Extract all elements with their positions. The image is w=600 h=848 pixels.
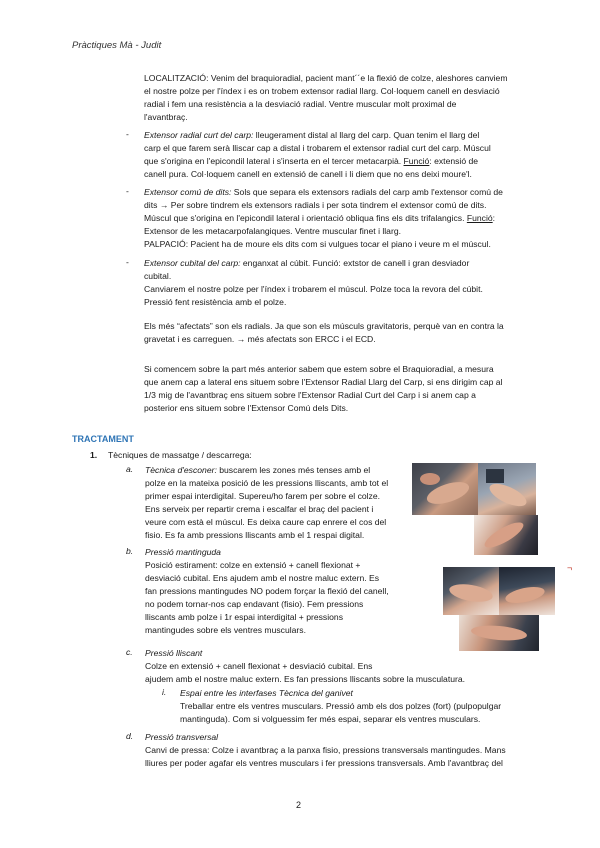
technique-title: Tècnica d'esconer: xyxy=(145,465,217,475)
text-line: Canvi de pressa: Colze i avantbraç a la panxa fisio, pressions transversals mantingudes. Mans xyxy=(145,745,506,755)
photo-illustration xyxy=(499,567,555,615)
text-line: que anem cap a lateral ens situem sobre l'Extensor Radial Llarg del Carp, si ens dirigim cap al xyxy=(144,377,503,387)
text-line: Els més “afectats” son els radials. Ja que son els músculs gravitatoris, perquè van en contra la xyxy=(144,321,504,331)
technique-title: Pressió transversal xyxy=(145,732,219,742)
red-mark: ¬ xyxy=(567,563,573,573)
bullet-extensor-radial-curt xyxy=(144,129,526,181)
photo-illustration xyxy=(412,463,478,515)
text-line: l'avantbraç. xyxy=(144,112,188,122)
text-line: Múscul que s'origina en l'epicondil lateral i orientació obliqua fins els dits trifalangics. xyxy=(144,213,467,223)
text-line: : extensió de xyxy=(429,156,479,166)
bullet-title: Extensor radial curt del carp: xyxy=(144,130,254,140)
photo-illustration xyxy=(459,615,539,651)
massage-photo xyxy=(474,515,538,555)
technique-pressio-lliscant xyxy=(145,647,441,673)
text-line: radial i fem una resistència a la desviació radial. Ventre muscular molt proximal de xyxy=(144,99,457,109)
text-line: Extensor de les metacarpofalangiques. Ventre muscular finet i llarg. xyxy=(144,226,401,236)
text-line: polze en la mateixa posició de les pressions lliscants, amb tot el xyxy=(145,478,389,488)
technique-pressio-lliscant-cont xyxy=(145,673,527,686)
text-line: : xyxy=(492,213,496,223)
text-line: Pressió fent resistència amb el polze. xyxy=(144,297,287,307)
text-line: fisio. Es fa amb pressions lliscants amb el 1 respai digital. xyxy=(145,530,365,540)
photo-illustration xyxy=(474,515,538,555)
bullet-title: Extensor cubital del carp: xyxy=(144,258,241,268)
text-line: desviació cubital. Ens ajudem amb el nostre maluc extern. Es xyxy=(145,573,380,583)
massage-photo xyxy=(499,567,555,615)
technique-ganivet xyxy=(180,687,526,726)
text-line: canell pura. Col·loquem canell en extensió de canell i li diem que no ens deixi moure'l. xyxy=(144,169,472,179)
text-line: ajudem amb el nostre maluc extern. Es fan pressions lliscants sobre la musculatura. xyxy=(145,674,466,684)
massage-photo xyxy=(478,463,536,515)
text-line: Sols que separa els extensors radials del carp amb l'extensor comú de xyxy=(231,187,503,197)
text-line: posterior ens situem sobre l'Extensor Comú dels Dits. xyxy=(144,403,349,413)
text-line: el nostre polze per l'índex i es on trobem extensor radial llarg. Col·loquem canell en desviació xyxy=(144,86,500,96)
text-line: fan pressions mantingudes NO podem forçar la flexió del canell, xyxy=(145,586,389,596)
technique-pressio-transversal xyxy=(145,731,527,770)
text-line: veure com està el múscul. Es deixa caure cap enrere el cos del xyxy=(145,517,387,527)
paragraph-afectats xyxy=(144,320,526,346)
text-line: dits → Per sobre tindrem els extensors radials i per sota tindrem el extensor comú de dits. xyxy=(144,200,487,210)
text-line: LOCALITZACIÓ: Venim del braquioradial, pacient mant´´e la flexió de colze, aleshores canviem xyxy=(144,73,508,83)
text-line: no podem tornar-nos cap endavant (fisio). Fem pressions xyxy=(145,599,364,609)
function-label: Funció xyxy=(466,213,493,223)
technique-title: Pressió mantinguda xyxy=(145,547,221,557)
page-number: 2 xyxy=(296,800,302,810)
section-heading: TRACTAMENT xyxy=(72,434,134,444)
sublist-marker: d. xyxy=(126,731,134,741)
text-line: Treballar entre els ventres musculars. Pressió amb els dos polzes (fort) (pulpopulgar xyxy=(180,701,502,711)
text-line: mantingudes sobre els ventres musculars. xyxy=(145,625,306,635)
bullet-title: Extensor comú de dits: xyxy=(144,187,232,197)
text-line: lliscants amb polze i 1r espai interdigital + pressions xyxy=(145,612,343,622)
technique-title: Espai entre les interfases Tècnica del ganivet xyxy=(180,688,353,698)
bullet-marker: - xyxy=(126,129,129,139)
sublist-marker: a. xyxy=(126,464,134,474)
text-line: enganxat al cúbit. Funció: extstor de canell i gran desviador xyxy=(240,258,470,268)
intro-paragraph xyxy=(144,72,526,124)
technique-esconer xyxy=(145,464,408,542)
massage-photo xyxy=(459,615,539,651)
photo-illustration xyxy=(443,567,499,615)
bullet-marker: - xyxy=(126,257,129,267)
list-number: 1. xyxy=(90,450,98,460)
bullet-extensor-comu-dits xyxy=(144,186,526,251)
massage-photo xyxy=(443,567,499,615)
paragraph-braquioradial xyxy=(144,363,526,415)
function-label: Funció xyxy=(403,156,430,166)
text-line: que s'origina en l'epicondil lateral i s'inserta en el tercer metacarpià. xyxy=(144,156,404,166)
text-line: lleugerament distal al llarg del carp. Quan tenim el llarg del xyxy=(253,130,480,140)
text-line: Si comencem sobre la part més anterior sabem que estem sobre el Braquioradial, a mesura xyxy=(144,364,494,374)
sublist-marker: b. xyxy=(126,546,134,556)
subsublist-marker: i. xyxy=(162,687,167,697)
bullet-extensor-cubital xyxy=(144,257,526,309)
text-line: Posició estirament: colze en extensió + canell flexionat + xyxy=(145,560,361,570)
photo-illustration xyxy=(478,463,536,515)
technique-pressio-mantinguda xyxy=(145,546,441,637)
text-line: gravetat i es carreguen. → més afectats son ERCC i el ECD. xyxy=(144,334,376,344)
text-line: lliures per poder agafar els ventres musculars i fer pressions transversals. Amb l'avantbraç del xyxy=(145,758,503,768)
text-line: 1/3 mig de l'avantbraç ens situem sobre l'Extensor Radial Curt del Carp i si anem cap a xyxy=(144,390,476,400)
list-item-label: Tècniques de massatge / descarrega: xyxy=(108,450,252,460)
text-line: primer espai interdigital. Supereu/ho farem per sobre el colze. xyxy=(145,491,381,501)
text-line: carp el que farem serà lliscar cap a distal i trobarem el extensor radial curt del carp. Múscul xyxy=(144,143,491,153)
text-line: Canviarem el nostre polze per l'índex i trobarem el múscul. Polze toca la revora del cúbit. xyxy=(144,284,483,294)
massage-photo xyxy=(412,463,478,515)
text-line: buscarem les zones més tenses amb el xyxy=(216,465,371,475)
text-line: cubital. xyxy=(144,271,172,281)
text-line: Ens serveix per repartir crema i escalfar el braç del pacient i xyxy=(145,504,374,514)
page-header: Pràctiques Mà - Judit xyxy=(72,40,162,51)
technique-title: Pressió lliscant xyxy=(145,648,203,658)
text-line: mantinguda). Com si volguessim fer més espai, separar els ventres musculars. xyxy=(180,714,481,724)
sublist-marker: c. xyxy=(126,647,133,657)
text-line: PALPACIÓ: Pacient ha de moure els dits com si vulgues tocar el piano i veure m el múscul. xyxy=(144,239,491,249)
bullet-marker: - xyxy=(126,186,129,196)
text-line: Colze en extensió + canell flexionat + desviació cubital. Ens xyxy=(145,661,373,671)
